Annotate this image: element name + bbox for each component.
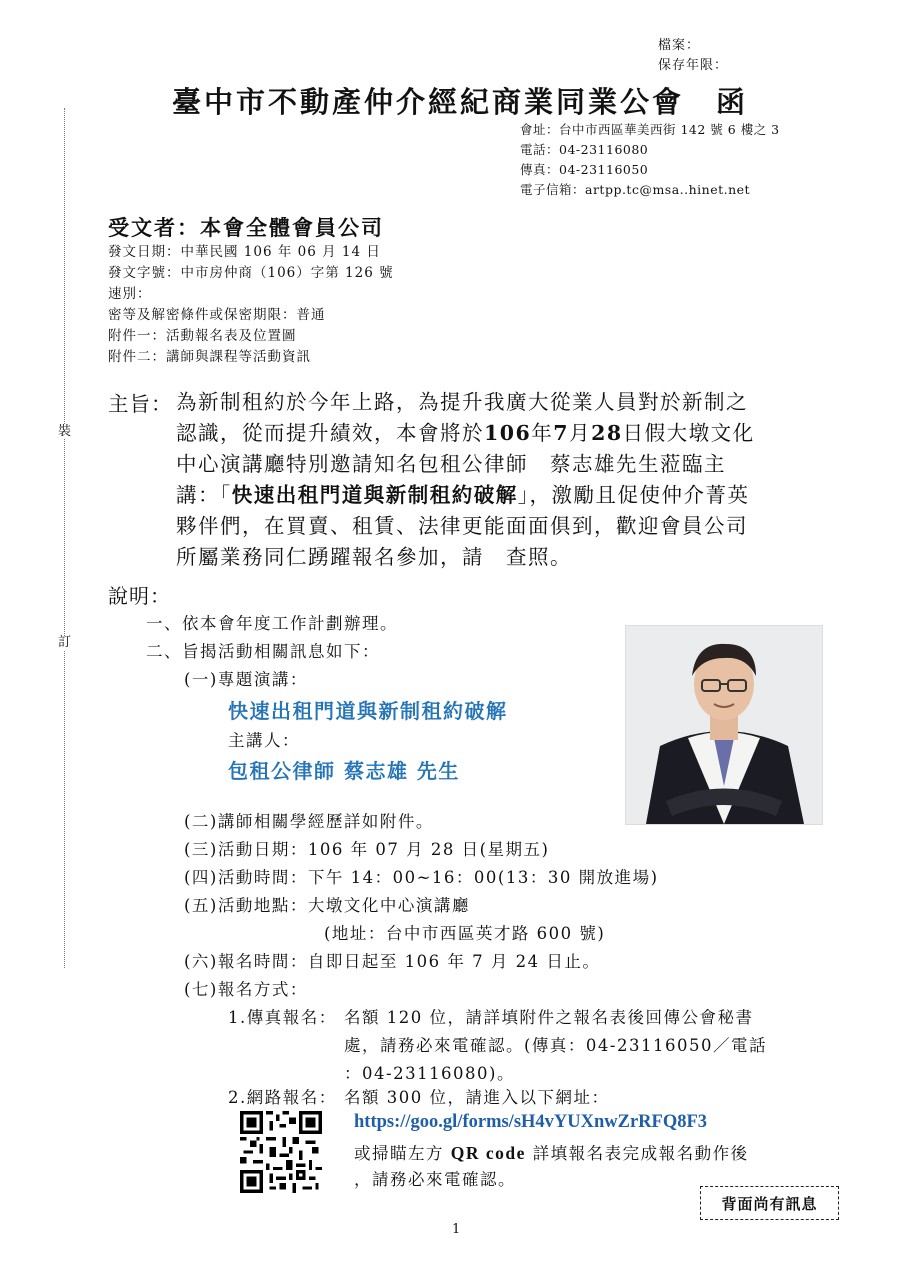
web-registration-label: 2.網路報名：	[228, 1088, 337, 1107]
event-year: 106	[484, 421, 532, 445]
binding-mark-top: 裝	[58, 424, 72, 439]
subject-text: 」，激勵且促使仲介菁英	[517, 483, 750, 507]
fax-registration-line-3: ：04-23116080)。	[344, 1064, 515, 1083]
sub-item-5: (五)活動地點：大墩文化中心演講廳	[184, 896, 470, 915]
subject-body	[176, 387, 826, 573]
sub-item-4: (四)活動時間：下午 14：00~16：00(13：30 開放進場)	[184, 868, 659, 887]
qr-code-term: QR code	[450, 1143, 526, 1163]
fax-registration-line-2: 處，請務必來電確認。(傳真：04-23116050／電話	[344, 1036, 767, 1055]
issue-date: 發文日期：中華民國 106 年 06 月 14 日	[108, 244, 381, 260]
subject-line-6: 所屬業務同仁踴躍報名參加，請 查照。	[176, 545, 572, 569]
contact-fax: 傳真：04-23116050	[520, 162, 649, 177]
subject-line-4	[176, 480, 826, 511]
qr-code	[240, 1111, 322, 1193]
document-type: 函	[716, 85, 746, 119]
binding-line	[64, 108, 65, 968]
lecture-title-inline: 快速出租門道與新制租約破解	[231, 483, 518, 507]
event-month: 7	[553, 421, 570, 445]
document-title: 臺中市不動產仲介經紀商業同業公會	[172, 85, 685, 119]
qr-text: 詳填報名表完成報名動作後	[525, 1144, 749, 1163]
contact-address: 會址：台中市西區華美西街 142 號 6 樓之 3	[520, 122, 780, 137]
sub-item-3: (三)活動日期：106 年 07 月 28 日(星期五)	[184, 840, 550, 859]
sub-item-1: (一)專題演講：	[184, 670, 308, 689]
attachment-1: 附件一：活動報名表及位置圖	[108, 328, 297, 344]
web-registration-line-1: 名額 300 位，請進入以下網址：	[344, 1088, 610, 1107]
qr-instruction-line-1	[354, 1140, 749, 1164]
speaker-name: 包租公律師 蔡志雄 先生	[228, 759, 460, 783]
attachment-2: 附件二：講師與課程等活動資訊	[108, 349, 311, 365]
registration-url[interactable]: https://goo.gl/forms/sH4vYUXnwZrRFQ8F3	[354, 1112, 708, 1132]
subject-line-3: 中心演講廳特別邀請知名包租公律師 蔡志雄先生蒞臨主	[176, 452, 726, 476]
contact-block	[520, 120, 780, 200]
sub-item-2: (二)講師相關學經歷詳如附件。	[184, 812, 434, 831]
speaker-label: 主講人：	[228, 731, 300, 750]
recipient: 受文者：本會全體會員公司	[108, 215, 384, 240]
subject-text: 年	[531, 421, 554, 445]
contact-phone: 電話：04-23116080	[520, 142, 649, 157]
subject-text: 講：「	[176, 483, 232, 507]
subject-text: 月	[569, 421, 592, 445]
contact-email: 電子信箱：artpp.tc@msa..hinet.net	[520, 182, 751, 197]
sub-item-6: (六)報名時間：自即日起至 106 年 7 月 24 日止。	[184, 952, 601, 971]
binding-mark-bottom: 訂	[58, 635, 72, 650]
backside-notice-box	[700, 1186, 839, 1220]
urgency: 速別：	[108, 286, 152, 302]
subject-line-2	[176, 418, 826, 449]
explanation-item-2: 二、旨揭活動相關訊息如下：	[146, 642, 380, 661]
page-number: 1	[452, 1222, 461, 1237]
issue-info	[108, 242, 394, 368]
explanation-label: 說明：	[108, 584, 171, 608]
venue-address: (地址：台中市西區英才路 600 號)	[324, 924, 606, 943]
retention-label: 保存年限：	[658, 58, 729, 73]
lecture-title: 快速出租門道與新制租約破解	[228, 699, 508, 723]
explanation-item-1: 一、依本會年度工作計劃辦理。	[146, 614, 398, 633]
backside-notice: 背面尚有訊息	[721, 1195, 818, 1213]
speaker-photo	[625, 625, 823, 825]
subject-label: 主旨：	[108, 392, 173, 416]
fax-registration-line-1: 名額 120 位，請詳填附件之報名表後回傳公會秘書	[344, 1008, 754, 1027]
subject-line-5: 夥伴們，在買賣、租賃、法律更能面面俱到，歡迎會員公司	[176, 514, 748, 538]
fax-registration-label: 1.傳真報名：	[228, 1008, 337, 1027]
subject-text: 日假大墩文化	[622, 421, 755, 445]
event-day: 28	[591, 421, 623, 445]
issue-number: 發文字號：中市房仲商（106）字第 126 號	[108, 265, 394, 281]
subject-line-1: 為新制租約於今年上路，為提升我廣大從業人員對於新制之	[176, 390, 748, 414]
subject-text: 認識，從而提升績效，本會將於	[176, 421, 484, 445]
qr-text: 或掃瞄左方	[354, 1144, 451, 1163]
sub-item-7: (七)報名方式：	[184, 980, 308, 999]
file-label: 檔案：	[658, 38, 701, 53]
confidentiality: 密等及解密條件或保密期限：普通	[108, 307, 326, 323]
qr-instruction-line-2: ，請務必來電確認。	[354, 1170, 516, 1189]
